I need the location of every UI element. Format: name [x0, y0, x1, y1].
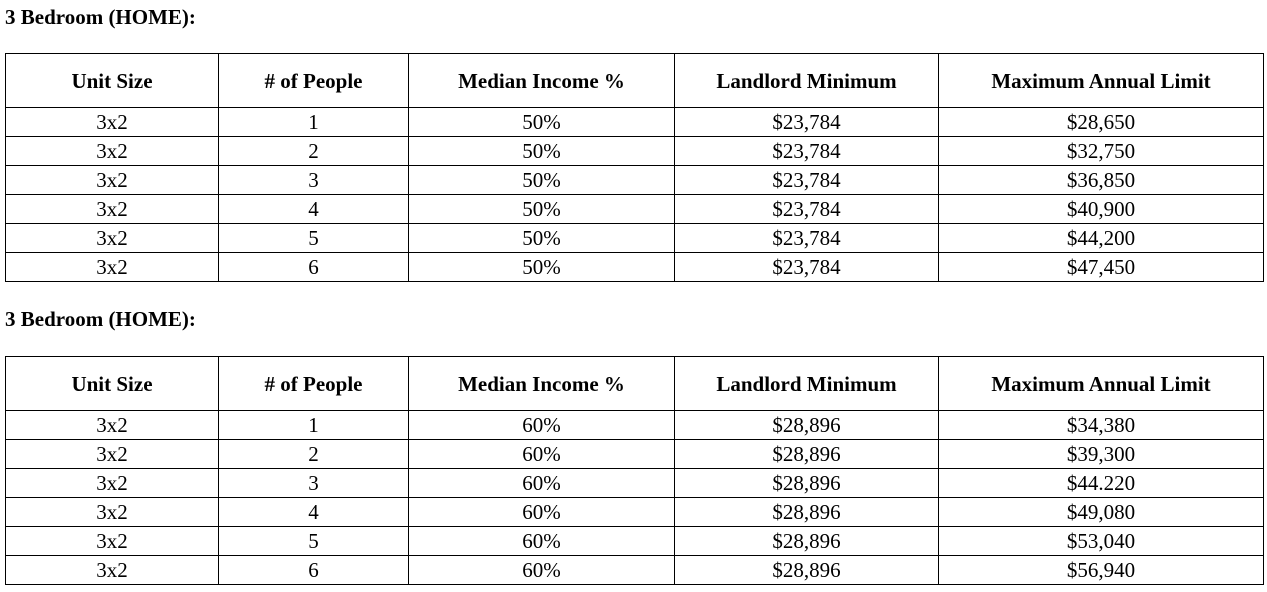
section-title: 3 Bedroom (HOME): [5, 5, 196, 29]
cell-landlord-minimum: $28,896 [675, 469, 939, 498]
cell-maximum-annual-limit: $28,650 [939, 108, 1264, 137]
cell-people: 5 [219, 224, 409, 253]
header-people: # of People [219, 357, 409, 411]
cell-maximum-annual-limit: $44.220 [939, 469, 1264, 498]
cell-landlord-minimum: $23,784 [675, 137, 939, 166]
cell-median-income: 60% [409, 556, 675, 585]
header-people: # of People [219, 54, 409, 108]
cell-unit-size: 3x2 [6, 166, 219, 195]
cell-people: 4 [219, 195, 409, 224]
table-row [6, 224, 1264, 253]
cell-unit-size: 3x2 [6, 440, 219, 469]
cell-people: 6 [219, 556, 409, 585]
header-unit-size: Unit Size [6, 54, 219, 108]
cell-maximum-annual-limit: $56,940 [939, 556, 1264, 585]
cell-unit-size: 3x2 [6, 556, 219, 585]
cell-maximum-annual-limit: $53,040 [939, 527, 1264, 556]
cell-unit-size: 3x2 [6, 137, 219, 166]
cell-landlord-minimum: $28,896 [675, 411, 939, 440]
cell-people: 2 [219, 137, 409, 166]
table-row [6, 108, 1264, 137]
cell-unit-size: 3x2 [6, 411, 219, 440]
cell-unit-size: 3x2 [6, 527, 219, 556]
cell-unit-size: 3x2 [6, 224, 219, 253]
cell-landlord-minimum: $28,896 [675, 556, 939, 585]
cell-maximum-annual-limit: $36,850 [939, 166, 1264, 195]
cell-unit-size: 3x2 [6, 253, 219, 282]
header-landlord-minimum: Landlord Minimum [675, 54, 939, 108]
table-row [6, 411, 1264, 440]
table-row [6, 469, 1264, 498]
cell-landlord-minimum: $28,896 [675, 498, 939, 527]
cell-landlord-minimum: $28,896 [675, 527, 939, 556]
cell-unit-size: 3x2 [6, 469, 219, 498]
table-row [6, 137, 1264, 166]
header-maximum-annual-limit: Maximum Annual Limit [939, 357, 1264, 411]
cell-median-income: 60% [409, 527, 675, 556]
cell-landlord-minimum: $23,784 [675, 195, 939, 224]
cell-landlord-minimum: $23,784 [675, 253, 939, 282]
cell-maximum-annual-limit: $34,380 [939, 411, 1264, 440]
cell-median-income: 60% [409, 498, 675, 527]
cell-people: 4 [219, 498, 409, 527]
cell-landlord-minimum: $23,784 [675, 108, 939, 137]
cell-people: 1 [219, 108, 409, 137]
header-median-income: Median Income % [409, 357, 675, 411]
cell-landlord-minimum: $23,784 [675, 224, 939, 253]
cell-people: 5 [219, 527, 409, 556]
cell-unit-size: 3x2 [6, 498, 219, 527]
header-median-income: Median Income % [409, 54, 675, 108]
cell-maximum-annual-limit: $40,900 [939, 195, 1264, 224]
cell-median-income: 60% [409, 440, 675, 469]
cell-people: 3 [219, 469, 409, 498]
cell-maximum-annual-limit: $39,300 [939, 440, 1264, 469]
cell-maximum-annual-limit: $44,200 [939, 224, 1264, 253]
table-row [6, 166, 1264, 195]
cell-median-income: 50% [409, 166, 675, 195]
table-header-row [6, 54, 1264, 108]
cell-people: 1 [219, 411, 409, 440]
table-row [6, 195, 1264, 224]
header-maximum-annual-limit: Maximum Annual Limit [939, 54, 1264, 108]
cell-maximum-annual-limit: $32,750 [939, 137, 1264, 166]
cell-people: 2 [219, 440, 409, 469]
cell-median-income: 60% [409, 411, 675, 440]
cell-landlord-minimum: $23,784 [675, 166, 939, 195]
header-landlord-minimum: Landlord Minimum [675, 357, 939, 411]
header-unit-size: Unit Size [6, 357, 219, 411]
cell-median-income: 50% [409, 224, 675, 253]
table-row [6, 440, 1264, 469]
table-row [6, 527, 1264, 556]
section-title: 3 Bedroom (HOME): [5, 307, 196, 331]
cell-maximum-annual-limit: $49,080 [939, 498, 1264, 527]
cell-unit-size: 3x2 [6, 195, 219, 224]
cell-median-income: 50% [409, 195, 675, 224]
cell-landlord-minimum: $28,896 [675, 440, 939, 469]
table-row [6, 253, 1264, 282]
cell-median-income: 50% [409, 253, 675, 282]
income-table-50-percent [5, 53, 1264, 282]
cell-median-income: 60% [409, 469, 675, 498]
cell-unit-size: 3x2 [6, 108, 219, 137]
cell-median-income: 50% [409, 108, 675, 137]
table-header-row [6, 357, 1264, 411]
cell-people: 3 [219, 166, 409, 195]
table-row [6, 498, 1264, 527]
income-table-60-percent [5, 356, 1264, 585]
table-row [6, 556, 1264, 585]
cell-median-income: 50% [409, 137, 675, 166]
cell-people: 6 [219, 253, 409, 282]
cell-maximum-annual-limit: $47,450 [939, 253, 1264, 282]
